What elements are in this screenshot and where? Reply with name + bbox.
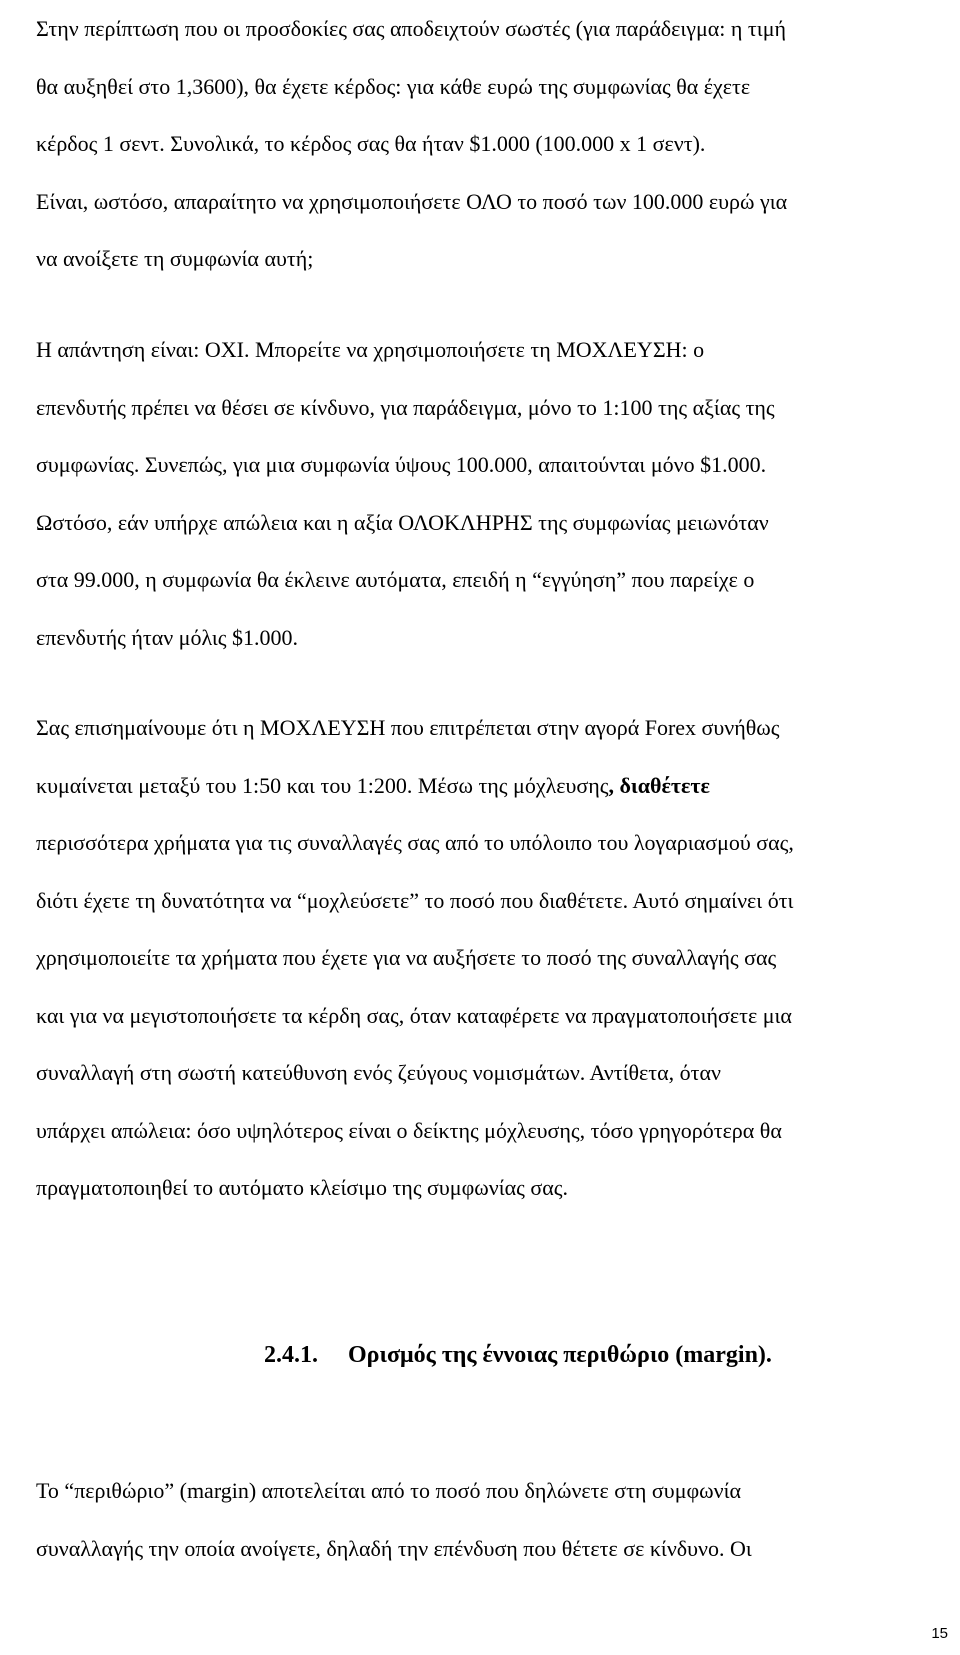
- text-line: συναλλαγή στη σωστή κατεύθυνση ενός ζεύγους νομισμάτων. Αντίθετα, όταν: [36, 1060, 721, 1085]
- text-line: να ανοίξετε τη συμφωνία αυτή;: [36, 246, 314, 271]
- text-line: και για να μεγιστοποιήσετε τα κέρδη σας, όταν καταφέρετε να πραγματοποιήσετε μια: [36, 1002, 792, 1028]
- paragraph-margin-definition: [36, 1462, 956, 1577]
- text-line: κέρδος 1 σεντ. Συνολικά, το κέρδος σας θα ήταν $1.000 (100.000 x 1 σεντ).: [36, 131, 706, 156]
- text-line: συναλλαγής την οποία ανοίγετε, δηλαδή την επένδυση που θέτετε σε κίνδυνο. Οι: [36, 1535, 752, 1561]
- text-line: Στην περίπτωση που οι προσδοκίες σας αποδειχτούν σωστές (για παράδειγμα: η τιμή: [36, 16, 786, 41]
- text-line-mixed: [36, 757, 956, 815]
- text-line: διότι έχετε τη δυνατότητα να “μοχλεύσετε” το ποσό που διαθέτετε. Αυτό σημαίνει ότι: [36, 887, 794, 913]
- text-line: Το “περιθώριο” (margin) αποτελείται από το ποσό που δηλώνετε στη συμφωνία: [36, 1478, 742, 1503]
- text-line: πραγματοποιηθεί το αυτόματο κλείσιμο της συμφωνίας σας.: [36, 1175, 568, 1200]
- paragraph-profit-example: [36, 0, 956, 288]
- bold-text-run: , διαθέτετε: [608, 772, 710, 798]
- text-line: επενδυτής ήταν μόλις $1.000.: [36, 624, 298, 650]
- section-title: Ορισμός της έννοιας περιθώριο (margin).: [348, 1342, 772, 1368]
- text-line: συμφωνίας. Συνεπώς, για μια συμφωνία ύψους 100.000, απαιτούνται μόνο $1.000.: [36, 452, 767, 477]
- text-line: Ωστόσο, εάν υπήρχε απώλεια και η αξία ΟΛΟΚΛΗΡΗΣ της συμφωνίας μειωνόταν: [36, 509, 769, 535]
- text-line: Σας επισημαίνουμε ότι η ΜΟΧΛΕΥΣΗ που επιτρέπεται στην αγορά Forex συνήθως: [36, 715, 780, 740]
- text-line: χρησιμοποιείτε τα χρήματα που έχετε για να αυξήσετε το ποσό της συναλλαγής σας: [36, 945, 777, 970]
- text-line: θα αυξηθεί στο 1,3600), θα έχετε κέρδος: για κάθε ευρώ της συμφωνίας θα έχετε: [36, 73, 751, 99]
- text-line: επενδυτής πρέπει να θέσει σε κίνδυνο, για παράδειγμα, μόνο το 1:100 της αξίας της: [36, 394, 775, 420]
- text-line: Είναι, ωστόσο, απαραίτητο να χρησιμοποιήσετε ΟΛΟ το ποσό των 100.000 ευρώ για: [36, 188, 788, 214]
- text-line: περισσότερα χρήματα για τις συναλλαγές σας από το υπόλοιπο του λογαριασμού σας,: [36, 830, 794, 855]
- text-run: κυμαίνεται μεταξύ του 1:50 και του 1:200. Μέσω της μόχλευσης: [36, 772, 609, 798]
- section-number: 2.4.1.: [264, 1342, 318, 1368]
- text-line: στα 99.000, η συμφωνία θα έκλεινε αυτόματα, επειδή η “εγγύηση” που παρείχε ο: [36, 567, 755, 592]
- text-line: υπάρχει απώλεια: όσο υψηλότερος είναι ο δείκτης μόχλευσης, τόσο γρηγορότερα θα: [36, 1117, 782, 1143]
- text-line: Η απάντηση είναι: ΟΧΙ. Μπορείτε να χρησιμοποιήσετε τη ΜΟΧΛΕΥΣΗ: ο: [36, 337, 705, 362]
- page-number: 15: [931, 1625, 948, 1642]
- paragraph-leverage-answer: [36, 321, 956, 666]
- paragraph-leverage-range: [36, 699, 956, 1217]
